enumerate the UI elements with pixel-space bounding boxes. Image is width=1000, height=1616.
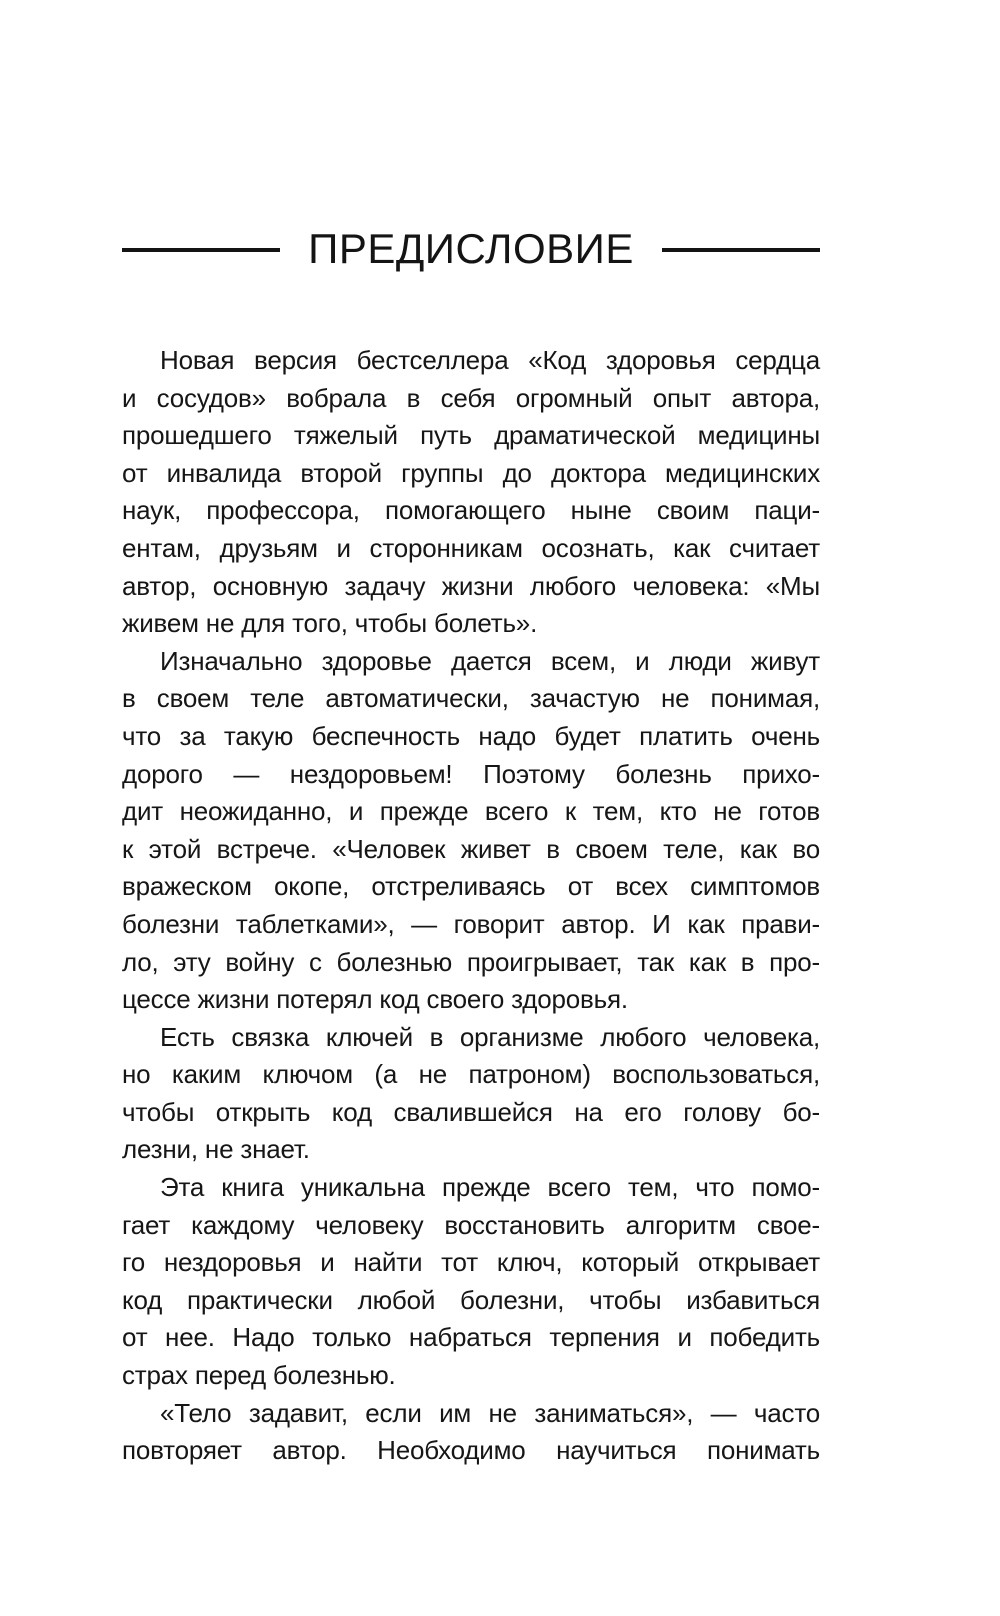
text-line: что за такую беспечность надо будет платить очень [122,720,820,751]
page-title: ПРЕДИСЛОВИЕ [308,225,634,272]
text-line: и сосудов» вобрала в себя огромный опыт автора, [122,382,820,413]
text-line: Новая версия бестселлера «Код здоровья сердца [160,345,820,375]
text-line: код практически любой болезни, чтобы избавиться [122,1284,820,1315]
text-line: в своем теле автоматически, зачастую не понимая, [122,683,820,714]
text-line: го нездоровья и найти тот ключ, который открывает [122,1247,820,1278]
text-line: автор, основную задачу жизни любого человека: «Мы [122,570,820,601]
text-line: живем не для того, чтобы болеть». [122,608,538,639]
heading-rule-right [662,248,820,252]
text-line: от инвалида второй группы до доктора медицинских [122,457,820,488]
text-line: дорого — нездоровьем! Поэтому болезнь прихо- [122,758,820,789]
text-line: но каким ключом (а не патроном) воспользоваться, [122,1059,820,1090]
body-text [122,342,820,1470]
text-line: ентам, друзьям и сторонникам осознать, как считает [122,532,820,563]
text-line: Есть связка ключей в организме любого человека, [160,1021,820,1052]
text-line: «Тело задавит, если им не заниматься», — часто [160,1397,820,1428]
paragraph-2 [122,643,820,1019]
preface-heading [122,225,820,272]
text-line: к этой встрече. «Человек живет в своем теле, как во [122,833,820,864]
text-line: наук, профессора, помогающего ныне своим паци- [122,495,820,526]
text-line: Эта книга уникальна прежде всего тем, что помо- [160,1172,820,1203]
text-line: повторяет автор. Необходимо научиться понимать [122,1435,820,1466]
text-line: лезни, не знает. [122,1134,310,1165]
paragraph-3 [122,1019,820,1169]
text-line: чтобы открыть код свалившейся на его голову бо- [122,1096,820,1127]
heading-rule-left [122,248,280,252]
text-line: дит неожиданно, и прежде всего к тем, кто не готов [122,796,820,827]
paragraph-1 [122,342,820,643]
text-line: от нее. Надо только набраться терпения и победить [122,1322,820,1353]
paragraph-5 [122,1395,820,1470]
text-line: цессе жизни потерял код своего здоровья. [122,984,628,1015]
text-line: вражеском окопе, отстреливаясь от всех симптомов [122,871,820,902]
text-line: прошедшего тяжелый путь драматической медицины [122,420,820,451]
text-line: болезни таблетками», — говорит автор. И как прави- [122,908,820,939]
paragraph-4 [122,1169,820,1395]
text-line: страх перед болезнью. [122,1360,396,1391]
text-line: гает каждому человеку восстановить алгоритм свое- [122,1209,820,1240]
text-line: ло, эту войну с болезнью проигрывает, так как в про- [122,946,820,977]
text-line: Изначально здоровье дается всем, и люди живут [160,645,820,676]
